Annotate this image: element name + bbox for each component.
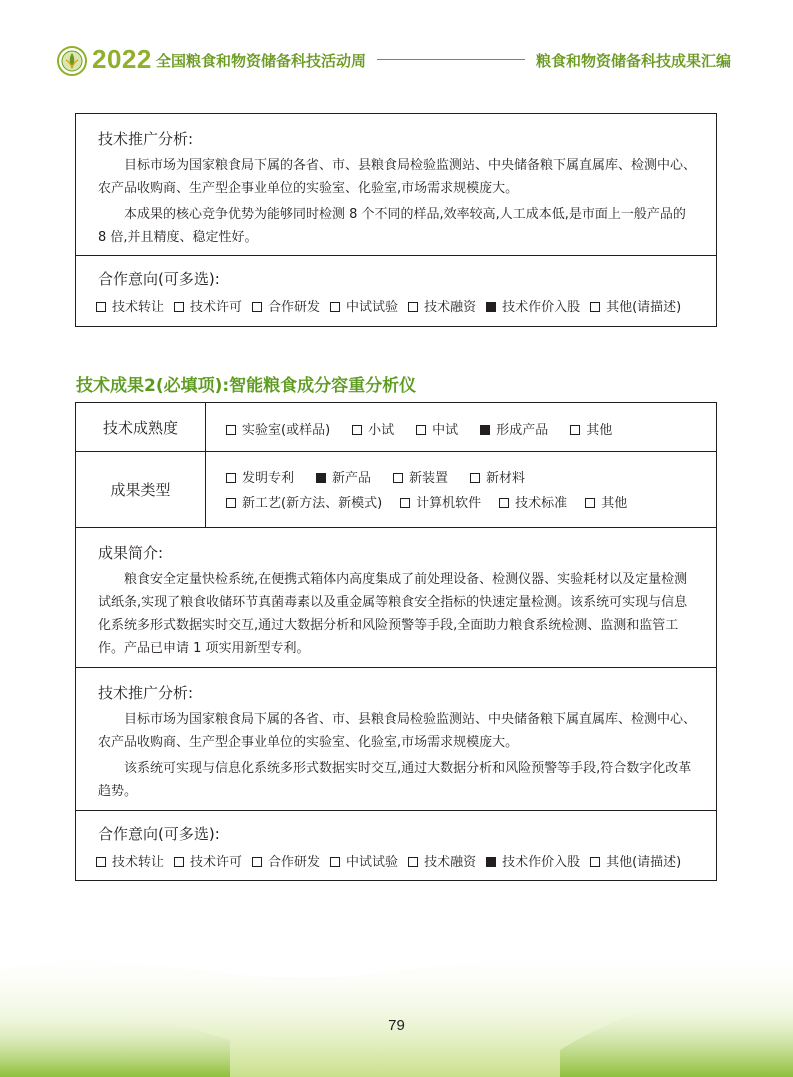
option-item[interactable] <box>585 492 627 511</box>
option-label: 中试 <box>432 423 459 438</box>
option-item[interactable] <box>330 296 398 315</box>
option-label: 形成产品 <box>496 423 549 438</box>
checkbox-icon[interactable] <box>174 857 184 867</box>
option-label: 小试 <box>368 423 395 438</box>
option-item[interactable] <box>352 419 394 438</box>
maturity-row <box>76 403 716 452</box>
option-label: 技术许可 <box>190 855 243 870</box>
checkbox-icon[interactable] <box>226 473 236 483</box>
option-item[interactable] <box>252 296 320 315</box>
checkbox-icon[interactable] <box>470 473 480 483</box>
checkbox-icon[interactable] <box>330 302 340 312</box>
page-number: 79 <box>388 1017 405 1034</box>
option-item[interactable] <box>570 419 612 438</box>
option-item[interactable] <box>393 467 448 486</box>
header-year: 2022 <box>92 44 152 74</box>
type-options-row2 <box>226 492 645 511</box>
option-label: 其他 <box>601 496 628 511</box>
option-item[interactable] <box>408 296 476 315</box>
checkbox-icon[interactable] <box>585 498 595 508</box>
option-item[interactable] <box>408 851 476 870</box>
checkbox-icon[interactable] <box>570 425 580 435</box>
checkbox-icon[interactable] <box>226 425 236 435</box>
option-item[interactable] <box>590 851 681 870</box>
option-label: 计算机软件 <box>416 496 482 511</box>
option-label: 发明专利 <box>242 471 295 486</box>
checked-box-icon[interactable] <box>486 302 496 312</box>
option-item[interactable] <box>416 419 458 438</box>
option-label: 新工艺(新方法、新模式) <box>242 496 383 511</box>
checkbox-icon[interactable] <box>400 498 410 508</box>
option-label: 技术融资 <box>424 855 477 870</box>
option-item[interactable] <box>590 296 681 315</box>
checkbox-icon[interactable] <box>499 498 509 508</box>
section-title: 技术推广分析: <box>98 684 194 702</box>
maturity-options <box>226 419 634 438</box>
option-label: 技术转让 <box>112 855 165 870</box>
promotion-analysis-section <box>76 114 716 256</box>
option-item[interactable] <box>486 296 580 315</box>
option-label: 其他 <box>586 423 613 438</box>
achievement2-table <box>75 402 717 881</box>
option-label: 新装置 <box>409 471 449 486</box>
section-title: 成果简介: <box>98 544 164 562</box>
option-item[interactable] <box>480 419 548 438</box>
checkbox-icon[interactable] <box>352 425 362 435</box>
checkbox-icon[interactable] <box>416 425 426 435</box>
checkbox-icon[interactable] <box>408 302 418 312</box>
checkbox-icon[interactable] <box>96 302 106 312</box>
compilation-title: 粮食和物资储备科技成果汇编 <box>536 52 732 70</box>
option-item[interactable] <box>486 851 580 870</box>
option-label: 中试试验 <box>346 855 399 870</box>
event-logo-icon <box>57 46 87 76</box>
option-label: 实验室(或样品) <box>242 423 331 438</box>
type-options-row1 <box>226 467 547 486</box>
option-label: 新材料 <box>486 471 526 486</box>
option-label: 其他(请描述) <box>606 855 682 870</box>
option-item[interactable] <box>470 467 525 486</box>
option-label: 技术融资 <box>424 300 477 315</box>
header-divider <box>377 59 525 60</box>
paragraph: 该系统可实现与信息化系统多形式数据实时交互,通过大数据分析和风险预警等手段,符合数字化改革趋势。 <box>98 761 692 799</box>
maturity-label: 技术成熟度 <box>76 403 206 451</box>
cooperation-options <box>96 296 691 315</box>
option-label: 新产品 <box>332 471 372 486</box>
type-row <box>76 452 716 528</box>
promotion-analysis-section <box>76 668 716 811</box>
option-item[interactable] <box>316 467 371 486</box>
option-item[interactable] <box>400 492 481 511</box>
paragraph: 本成果的核心竞争优势为能够同时检测 8 个不同的样品,效率较高,人工成本低,是市面上一般产品的 8 倍,并且精度、稳定性好。 <box>98 207 686 245</box>
option-item[interactable] <box>226 419 330 438</box>
option-label: 合作研发 <box>268 300 321 315</box>
checkbox-icon[interactable] <box>252 302 262 312</box>
checked-box-icon[interactable] <box>316 473 326 483</box>
checkbox-icon[interactable] <box>252 857 262 867</box>
option-item[interactable] <box>252 851 320 870</box>
checkbox-icon[interactable] <box>330 857 340 867</box>
cooperation-section <box>76 256 716 326</box>
event-title: 全国粮食和物资储备科技活动周 <box>156 52 367 70</box>
option-item[interactable] <box>96 851 164 870</box>
type-label: 成果类型 <box>76 452 206 527</box>
cooperation-options <box>96 851 691 870</box>
checkbox-icon[interactable] <box>174 302 184 312</box>
checked-box-icon[interactable] <box>486 857 496 867</box>
option-label: 技术作价入股 <box>502 300 581 315</box>
checkbox-icon[interactable] <box>96 857 106 867</box>
option-label: 合作研发 <box>268 855 321 870</box>
option-label: 技术作价入股 <box>502 855 581 870</box>
checkbox-icon[interactable] <box>226 498 236 508</box>
achievement1-continuation-table <box>75 113 717 327</box>
section-title: 合作意向(可多选): <box>98 270 220 288</box>
option-label: 中试试验 <box>346 300 399 315</box>
page-header <box>0 0 793 80</box>
option-label: 技术许可 <box>190 300 243 315</box>
checkbox-icon[interactable] <box>590 302 600 312</box>
option-item[interactable] <box>96 296 164 315</box>
option-item[interactable] <box>499 492 567 511</box>
checkbox-icon[interactable] <box>393 473 403 483</box>
section-title: 技术推广分析: <box>98 130 194 148</box>
option-item[interactable] <box>174 296 242 315</box>
checked-box-icon[interactable] <box>480 425 490 435</box>
footer-decoration <box>0 930 793 1077</box>
option-label: 技术转让 <box>112 300 165 315</box>
checkbox-icon[interactable] <box>590 857 600 867</box>
option-item[interactable] <box>226 492 382 511</box>
paragraph: 粮食安全定量快检系统,在便携式箱体内高度集成了前处理设备、检测仪器、实验耗材以及定量检测试纸条,实现了粮食收储环节真菌毒素以及重金属等粮食安全指标的快速定量检测。该系统可实现与信息化系统多形式数据实时交互,通过大数据分析和风险预警等手段,全面助力粮食系统检测、监测和监管工作。产品已申请 1 项实用新型专利。 <box>98 572 688 656</box>
achievement2-heading: 技术成果2(必填项):智能粮食成分容重分析仪 <box>76 376 417 396</box>
option-label: 其他(请描述) <box>606 300 682 315</box>
paragraph: 目标市场为国家粮食局下属的各省、市、县粮食局检验监测站、中央储备粮下属直属库、检测中心、农产品收购商、生产型企事业单位的实验室、化验室,市场需求规模庞大。 <box>98 712 697 750</box>
option-item[interactable] <box>226 467 294 486</box>
option-item[interactable] <box>330 851 398 870</box>
option-item[interactable] <box>174 851 242 870</box>
section-title: 合作意向(可多选): <box>98 825 220 843</box>
option-label: 技术标准 <box>515 496 568 511</box>
cooperation-section <box>76 811 716 880</box>
checkbox-icon[interactable] <box>408 857 418 867</box>
summary-section <box>76 528 716 668</box>
paragraph: 目标市场为国家粮食局下属的各省、市、县粮食局检验监测站、中央储备粮下属直属库、检测中心、农产品收购商、生产型企事业单位的实验室、化验室,市场需求规模庞大。 <box>98 158 697 196</box>
